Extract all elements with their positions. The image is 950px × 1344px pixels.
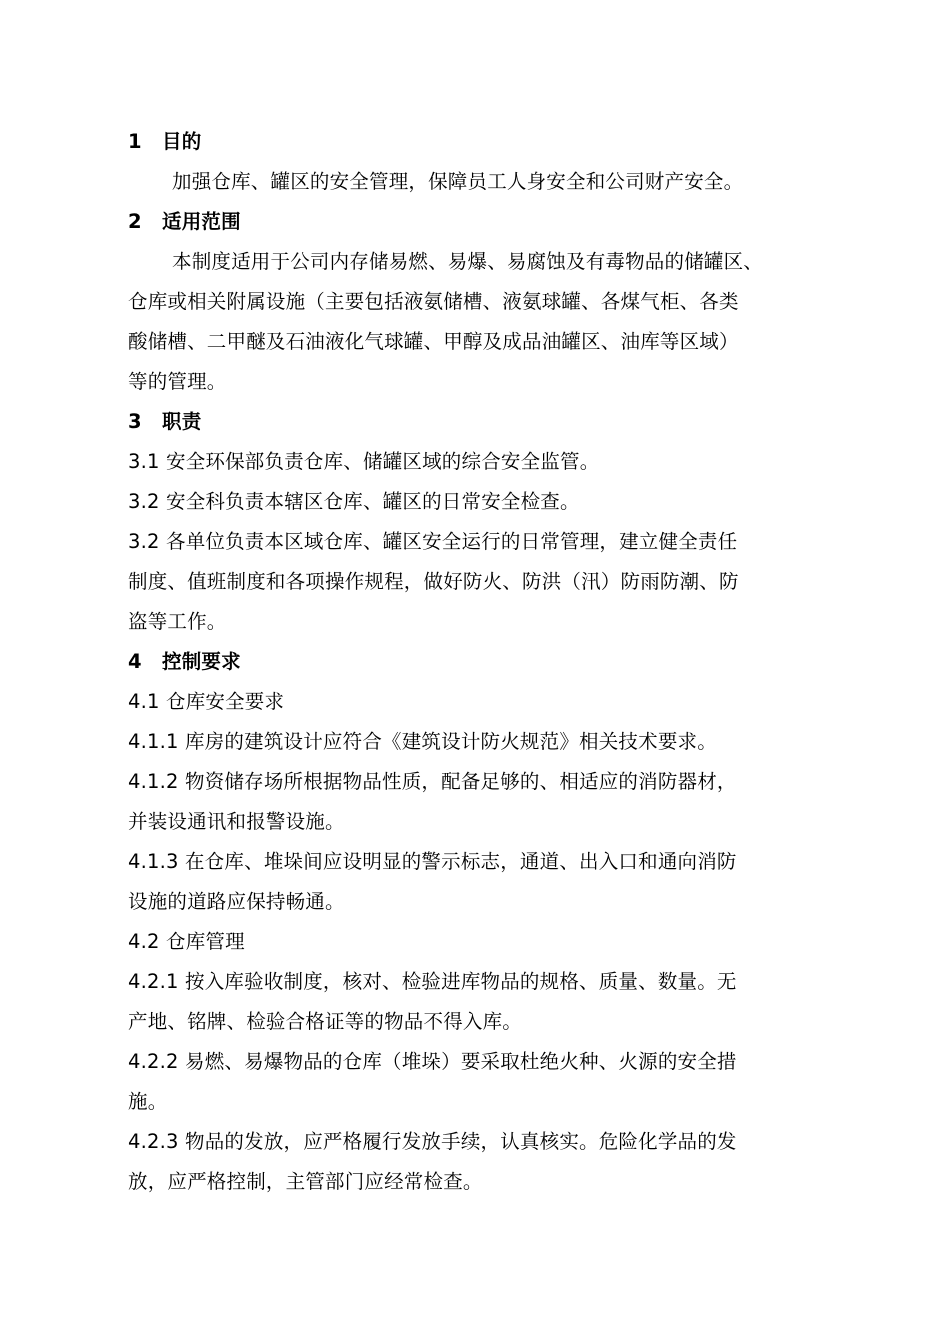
clause-line: 3.2 安全科负责本辖区仓库、罐区的日常安全检查。 bbox=[128, 490, 580, 513]
clause-line: 盗等工作。 bbox=[128, 610, 227, 633]
section-4-heading bbox=[128, 642, 828, 682]
paragraph-line: 仓库或相关附属设施（主要包括液氨储槽、液氨球罐、各煤气柜、各类 bbox=[128, 290, 739, 313]
clause-line: 施。 bbox=[128, 1090, 168, 1113]
clause-line: 4.2.3 物品的发放，应严格履行发放手续，认真核实。危险化学品的发 bbox=[128, 1130, 737, 1153]
clause-line: 4.1.1 库房的建筑设计应符合《建筑设计防火规范》相关技术要求。 bbox=[128, 730, 717, 753]
document-content bbox=[128, 122, 828, 1202]
clause-line: 并装设通讯和报警设施。 bbox=[128, 810, 345, 833]
section-number: 4 bbox=[128, 650, 142, 673]
section-title: 职责 bbox=[162, 410, 202, 433]
clause-line: 3.2 各单位负责本区域仓库、罐区安全运行的日常管理，建立健全责任 bbox=[128, 530, 738, 553]
section-3-heading bbox=[128, 402, 828, 442]
paragraph-line: 加强仓库、罐区的安全管理，保障员工人身安全和公司财产安全。 bbox=[172, 170, 744, 193]
clause-line: 4.2.1 按入库验收制度，核对、检验进库物品的规格、质量、数量。无 bbox=[128, 970, 737, 993]
clause-line: 4.1.2 物资储存场所根据物品性质，配备足够的、相适应的消防器材， bbox=[128, 770, 737, 793]
clause-line: 3.1 安全环保部负责仓库、储罐区域的综合安全监管。 bbox=[128, 450, 600, 473]
clause-line: 制度、值班制度和各项操作规程，做好防火、防洪（汛）防雨防潮、防 bbox=[128, 570, 739, 593]
clause-line: 4.1 仓库安全要求 bbox=[128, 690, 285, 713]
section-number: 3 bbox=[128, 410, 142, 433]
section-title: 适用范围 bbox=[162, 210, 241, 233]
section-1-heading bbox=[128, 122, 828, 162]
section-number: 2 bbox=[128, 210, 142, 233]
paragraph-line: 等的管理。 bbox=[128, 370, 227, 393]
section-2-heading bbox=[128, 202, 828, 242]
section-number: 1 bbox=[128, 130, 142, 153]
section-title: 控制要求 bbox=[162, 650, 241, 673]
clause-line: 4.1.3 在仓库、堆垛间应设明显的警示标志，通道、出入口和通向消防 bbox=[128, 850, 737, 873]
clause-line: 4.2 仓库管理 bbox=[128, 930, 245, 953]
clause-line: 设施的道路应保持畅通。 bbox=[128, 890, 345, 913]
paragraph-line: 本制度适用于公司内存储易燃、易爆、易腐蚀及有毒物品的储罐区、 bbox=[172, 250, 764, 273]
clause-line: 放，应严格控制，主管部门应经常检查。 bbox=[128, 1170, 483, 1193]
paragraph-line: 酸储槽、二甲醚及石油液化气球罐、甲醇及成品油罐区、油库等区域） bbox=[128, 330, 739, 353]
clause-line: 4.2.2 易燃、易爆物品的仓库（堆垛）要采取杜绝火种、火源的安全措 bbox=[128, 1050, 737, 1073]
section-title: 目的 bbox=[162, 130, 202, 153]
clause-line: 产地、铭牌、检验合格证等的物品不得入库。 bbox=[128, 1010, 523, 1033]
